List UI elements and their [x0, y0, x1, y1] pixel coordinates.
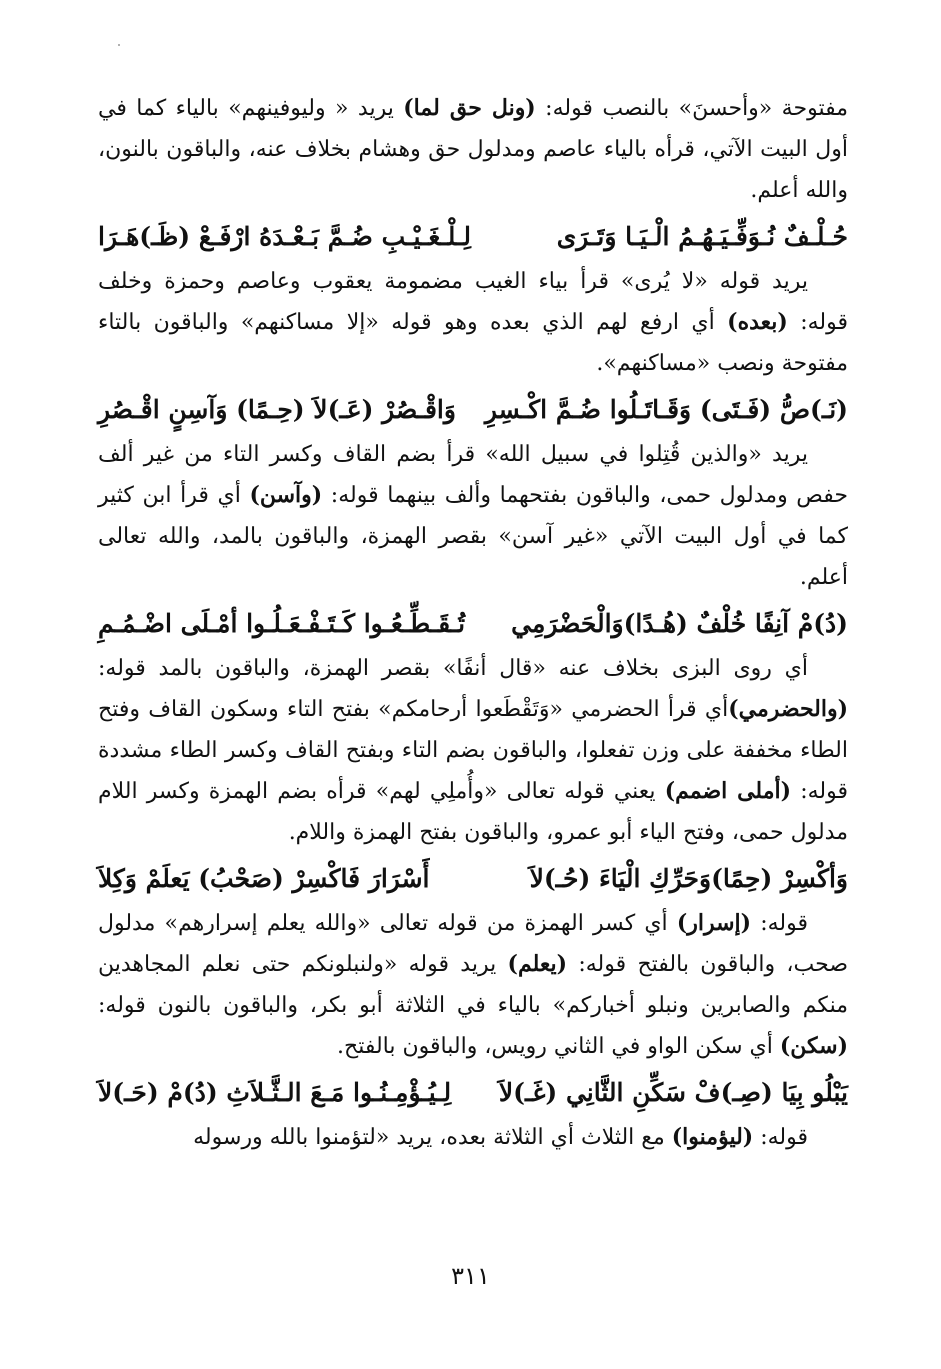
paragraph-text: قوله:: [753, 1125, 808, 1150]
verse-first-hemistich: حُـلْـفٌ نُـوَفِّـيَـهُـمُ الْـيَـا وَتَـرَى: [556, 222, 848, 251]
commentary-paragraph: [98, 648, 848, 853]
poem-verse: [98, 388, 848, 432]
paragraph-text: أي قرأ ابن كثير كما في أول البيت الآتي «غير آسن» بقصر الهمزة، والباقون بالمد، والله تعالى أعلم.: [98, 483, 848, 590]
paragraph-text: يريد «والذين قُتِلوا في سبيل الله» قرأ بضم القاف وكسر التاء من غير ألف حفص ومدلول حمى، والباقون بفتحهما وألف بينهما قوله:: [98, 442, 848, 508]
paragraph-text: يريد قوله «لا يُرى» قرأ بياء الغيب مضمومة يعقوب وعاصم وحمزة وخلف قوله:: [98, 269, 848, 335]
commentary-paragraph: [98, 434, 848, 598]
commentary-paragraph: [98, 1117, 848, 1158]
quoted-term: (يعلم): [507, 951, 568, 977]
paragraph-text: أي ارفع لهم الذي بعده وهو قوله «إلا مساكنهم» والباقون بالتاء مفتوحة ونصب «مساكنهم».: [98, 310, 848, 376]
commentary-paragraph: [98, 88, 848, 211]
quoted-term: (أملى اضمم): [664, 778, 792, 804]
verse-first-hemistich: (دُ)مْ آنِفًا خُلْفٌ (هُـدًا)وَالْحَضْرَمِي: [511, 609, 848, 638]
quoted-term: (والحضرمي): [728, 696, 848, 722]
scan-speck: [118, 44, 120, 46]
paragraph-text: قوله:: [751, 911, 808, 936]
paragraph-text: أي كسر الهمزة من قوله تعالى «والله يعلم إسرارهم» مدلول صحب، والباقون بالفتح قوله:: [98, 911, 848, 977]
page-number: ٣١١: [451, 1262, 490, 1290]
paragraph-text: يريد « وليوفينهم» بالياء كما في أول البيت الآتي، قرأه بالياء عاصم ومدلول حق وهشام بخلاف عنه، والباقون بالنون، والله أعلم.: [98, 96, 848, 203]
verse-first-hemistich: وَأكْسِرْ (حِمًا)وَحَرِّكِ الْيَاءَ (حُـ)لاَ: [529, 864, 848, 893]
verse-first-hemistich: يَبْلُو بِيَا (صِـ)فْ سَكِّنِ الثَّانِي (غَـ)لاَ: [498, 1078, 848, 1107]
poem-verse: [98, 857, 848, 901]
poem-verse: [98, 215, 848, 259]
verse-second-hemistich: تُـقَـطِّـعُـوا كَـتَـفْـعَـلُـوا أمْـلَى اضْـمُـمِ: [98, 609, 466, 638]
quoted-term: (إسرار): [676, 910, 752, 936]
quoted-term: (وآسن): [249, 482, 323, 508]
poem-verse: [98, 602, 848, 646]
verse-second-hemistich: وَاقْـصُرْ (عَـ)لاَ (حِـمًا) وَآسِنٍ اقْـصُرِ: [98, 395, 456, 424]
paragraph-text: يعني قوله تعالى «وأُملِي لهم» قرأه بضم الهمزة وكسر اللام مدلول حمى، وفتح الياء أبو عمرو، والباقون بفتح الهمزة واللام.: [98, 779, 848, 845]
paragraph-text: مفتوحة «وأحسنَ» بالنصب قوله:: [535, 96, 848, 121]
quoted-term: (بعده): [727, 309, 788, 335]
verse-second-hemistich: لِـلْـغَـيْـبِ ضُـمَّ بَـعْـدَهُ ارْفَـعْ (ظَـ)هَـرَا: [98, 222, 471, 251]
poem-verse: [98, 1071, 848, 1115]
quoted-term: (ونل حق لما): [403, 95, 536, 121]
quoted-term: (سكن): [779, 1033, 848, 1059]
paragraph-text: يريد قوله «ولنبلونكم حتى نعلم المجاهدين منكم والصابرين ونبلو أخباركم» بالياء في الثلاثة أبو بكر، والباقون بالنون قوله:: [98, 952, 848, 1018]
verse-second-hemistich: لِـيُـؤْمِـنُـوا مَـعَ الـثَّـلاَثِ (دُ)مْ (حَـ)لاَ: [98, 1078, 452, 1107]
commentary-paragraph: [98, 261, 848, 384]
paragraph-text: أي قرأ الحضرمي «وَتَقْطَعوا أرحامكم» بفتح التاء وسكون القاف وفتح الطاء مخففة على وزن تفعلوا، والباقون بضم التاء وبفتح القاف وكسر الطاء مشددة قوله:: [98, 697, 848, 804]
paragraph-text: مع الثلاث أي الثلاثة بعده، يريد «لتؤمنوا بالله ورسوله: [193, 1125, 672, 1150]
verse-second-hemistich: أَسْرَارَ فَاكْسِرْ (صَحْبُ) يَعلَمْ وَكِلاَ: [98, 864, 430, 893]
commentary-paragraph: [98, 903, 848, 1067]
verse-first-hemistich: (نَـ)صُّ (فَـتَى) وَقَـاتَـلُوا ضُـمَّ اكْـسِرِ: [484, 395, 848, 424]
paragraph-text: أي سكن الواو في الثاني رويس، والباقون بالفتح.: [337, 1034, 780, 1059]
page-body: [98, 88, 848, 1158]
quoted-term: (ليؤمنوا): [671, 1124, 754, 1150]
paragraph-text: أي روى البزى بخلاف عنه «قال أنفًا» بقصر الهمزة، والباقون بالمد قوله:: [98, 656, 808, 681]
